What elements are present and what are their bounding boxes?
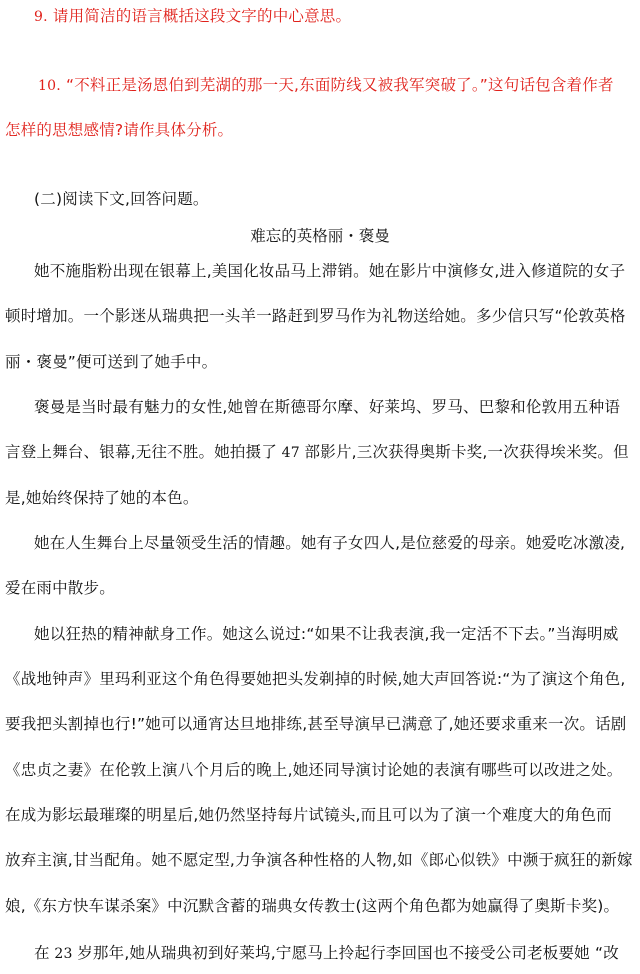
paragraph-1-line-2: 顿时增加。一个影迷从瑞典把一头羊一路赶到罗马作为礼物送给她。多少信只写“伦敦英格 <box>5 307 626 325</box>
paragraph-4-line-4: 《忠贞之妻》在伦敦上演八个月后的晚上,她还同导演讨论她的表演有哪些可以改进之处。 <box>5 761 623 779</box>
question-10-number: 10. <box>38 78 61 94</box>
paragraph-1-line-1: 她不施脂粉出现在银幕上,美国化妆品马上滞销。她在影片中演修女,进入修道院的女子 <box>34 262 626 280</box>
paragraph-4-line-1: 她以狂热的精神献身工作。她这么说过:“如果不让我表演,我一定活不下去。”当海明威 <box>34 625 619 643</box>
paragraph-3-line-1: 她在人生舞台上尽量领受生活的情趣。她有子女四人,是位慈爱的母亲。她爱吃冰激凌, <box>34 534 626 552</box>
question-10-line-2: 怎样的思想感情?请作具体分析。 <box>5 121 234 139</box>
paragraph-1-line-3: 丽・褒曼”便可送到了她手中。 <box>5 353 218 371</box>
paragraph-4-line-6: 放弃主演,甘当配角。她不愿定型,力争演各种性格的人物,如《郎心似铁》中濒于疯狂的新嫁 <box>5 851 633 869</box>
paragraph-2-line-3: 是,她始终保持了她的本色。 <box>5 489 199 507</box>
question-9 <box>34 5 640 28</box>
paragraph-2-line-2-b: 部影片,三次获得奥斯卡奖,一次获得埃米奖。但 <box>304 443 629 461</box>
section-heading: (二)阅读下文,回答问题。 <box>34 190 209 208</box>
paragraph-4-line-2: 《战地钟声》里玛利亚这个角色得要她把头发剃掉的时候,她大声回答说:“为了演这个角色, <box>5 670 626 688</box>
question-9-text: 请用简洁的语言概括这段文字的中心意思。 <box>47 7 352 25</box>
paragraph-2-line-2-a: 言登上舞台、银幕,无往不胜。她拍摄了 <box>5 443 278 461</box>
paragraph-2-line-2 <box>5 441 640 464</box>
question-9-number: 9. <box>34 9 48 25</box>
question-10-text-1: “不料正是汤恩伯到芜湖的那一天,东面防线又被我军突破了。”这句话包含着作者 <box>60 76 614 94</box>
paragraph-5-a: 在 <box>34 944 50 962</box>
paragraph-5-b: 岁那年,她从瑞典初到好莱坞,宁愿马上拎起行李回国也不接受公司老板要她 “改 <box>77 944 619 962</box>
paragraph-3-line-2: 爱在雨中散步。 <box>5 579 115 597</box>
paragraph-2-line-1: 褒曼是当时最有魅力的女性,她曾在斯德哥尔摩、好莱坞、罗马、巴黎和伦敦用五种语 <box>34 398 621 416</box>
age-number: 23 <box>49 946 78 962</box>
film-count: 47 <box>277 445 305 461</box>
paragraph-4-line-3: 要我把头割掉也行!”她可以通宵达旦地排练,甚至导演早已满意了,她还要求重来一次。话剧 <box>5 715 627 733</box>
paragraph-5-line-1 <box>34 942 640 965</box>
paragraph-4-line-7: 娘,《东方快车谋杀案》中沉默含蓄的瑞典女传教士(这两个角色都为她赢得了奥斯卡奖)。 <box>5 897 620 915</box>
paragraph-4-line-5: 在成为影坛最璀璨的明星后,她仍然坚持每片试镜头,而且可以为了演一个难度大的角色而 <box>5 806 612 824</box>
question-10-line-1 <box>38 74 640 97</box>
article-title: 难忘的英格丽・褒曼 <box>250 227 390 245</box>
